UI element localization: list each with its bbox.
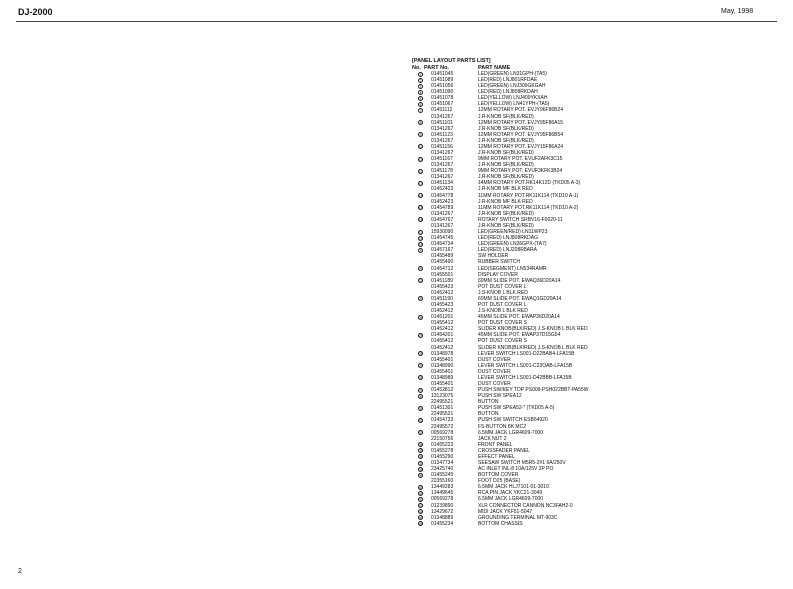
part-name: DUST COVER — [478, 380, 511, 387]
item-number-circle: 26 — [419, 352, 423, 357]
part-name: J.R-KNOB SF(BLK/RED) — [478, 174, 534, 181]
item-number-circle: 23 — [419, 297, 423, 302]
part-name: 6.5MM JACK HLJ7101-01-3010 — [478, 484, 549, 491]
part-number: 01348989 — [431, 374, 454, 381]
part-name: LED(RED) LNJ208R8ARA — [478, 247, 537, 254]
parts-list-rows — [412, 71, 672, 527]
item-number-circle: 9 — [419, 133, 422, 138]
part-number: 01451112 — [431, 107, 453, 114]
part-number: 01454712 — [431, 265, 454, 272]
part-number: 01348889 — [431, 514, 454, 521]
part-name: J.R-KNOB SF(BLK/RED) — [478, 125, 534, 132]
part-number: 01455278 — [431, 447, 454, 454]
part-name: J.R-KNOB MF BLK RED — [478, 186, 533, 193]
part-number: 22495572 — [431, 423, 454, 430]
part-name: LED(YELLOW) LNJ409YKXAH — [478, 95, 548, 102]
part-name: 14MM ROTARY POT.RK14K12D (TKD05 A-3) — [478, 180, 581, 187]
item-number-circle: 37 — [419, 461, 423, 466]
part-number: 01451189 — [431, 277, 453, 284]
item-number-circle: 22 — [419, 279, 423, 284]
part-name: LED(SEGMENT) LN534RAMR — [478, 265, 547, 272]
part-name: POT DUST COVER L — [478, 283, 527, 290]
part-name: AC INLET INL-8 10A/125V 2P PO — [478, 466, 554, 473]
part-name: POT DUST COVER S — [478, 338, 527, 345]
part-name: LED(RED) LNJ808RKDAH — [478, 89, 538, 96]
part-name: 9MM ROTARY POT. EVUF2AFK3C15 — [478, 156, 563, 163]
item-number-circle: 31 — [419, 406, 423, 411]
part-name: RUBBER SWITCH — [478, 259, 520, 266]
part-name: PUSH SW SPEA52-* (TKD05 A-5) — [478, 405, 555, 412]
item-number-circle: 11 — [419, 157, 423, 162]
part-number: 00569278 — [431, 496, 454, 503]
part-number: 01454778 — [431, 192, 454, 199]
part-number: 01348990 — [431, 362, 454, 369]
part-number: 01452423 — [431, 198, 454, 205]
part-name: 45MM SLIDE POT. EWAP36D20A14 — [478, 314, 560, 321]
item-number-circle: 27 — [419, 364, 423, 369]
part-number: 01341267 — [431, 174, 454, 181]
part-name: FRONT PANEL — [478, 441, 513, 448]
header-date: May, 1998 — [721, 8, 754, 15]
item-number-circle: 7 — [419, 109, 422, 113]
part-number: 01341267 — [431, 210, 454, 217]
item-number-circle: 8 — [419, 121, 422, 126]
part-name: 11MM ROTARY POT.RK11K114 (TKD10 A-1) — [478, 192, 579, 199]
item-number-circle: 40 — [419, 485, 423, 490]
part-name: J.S-KNOB L BLK RED — [478, 289, 528, 296]
part-name: XLR CONNECTOR CANNON NC3FAH2-0 — [478, 502, 573, 509]
part-number: 01451090 — [431, 89, 454, 96]
part-name: 12MM ROTARY POT. EVJY15F86A24 — [478, 143, 564, 150]
item-number-circle: 3 — [419, 84, 422, 89]
part-number: 01454789 — [431, 204, 454, 211]
part-number: 01451178 — [431, 168, 453, 175]
item-number-circle: 6 — [419, 102, 422, 107]
item-number-circle: 30 — [419, 394, 423, 399]
part-name: J.R-KNOB SF(BLK/RED) — [478, 210, 534, 217]
part-number: 01451301 — [431, 405, 454, 412]
part-number: 01452412 — [431, 308, 454, 315]
part-number: 01451101 — [431, 119, 453, 126]
column-header-part-name: PART NAME — [478, 65, 511, 71]
part-name: J.R-KNOB SF(BLK/RED) — [478, 137, 534, 144]
part-number: 01455401 — [431, 356, 454, 363]
part-name: BUTTON — [478, 399, 499, 406]
part-name: SEESAW SWITCH M5R5-2#1 6A/250V — [478, 460, 566, 466]
part-name: LEVER SWITCH LS001-C23OAB-LFA15B — [478, 362, 573, 369]
part-name: J.R-KNOB SF(BLK/RED) — [478, 150, 534, 157]
part-name: DISPLAY COVER — [478, 271, 518, 278]
part-number: 01454767 — [431, 216, 454, 223]
item-number — [412, 521, 431, 527]
item-number-circle: 28 — [419, 376, 423, 381]
part-number: 01455412 — [431, 320, 454, 327]
part-number: 01341267 — [431, 150, 454, 157]
part-number: 01451067 — [431, 101, 454, 108]
part-name: BUTTON — [478, 411, 499, 418]
part-name: 12MM ROTARY POT. EVJY95F86B54 — [478, 131, 564, 138]
item-number-circle: 41 — [419, 491, 423, 496]
part-number: 01452423 — [431, 186, 454, 193]
part-name: PUSH SW/KEY TOP PS009-PSH022BBT-PA55W — [478, 387, 589, 394]
item-number-circle: 18 — [419, 236, 423, 241]
item-number-circle: 5 — [419, 96, 422, 101]
part-number: 01455245 — [431, 472, 454, 479]
part-name: ROTARY SWITCH SRBV16-F0020-11 — [478, 216, 563, 223]
part-name: 9MM ROTARY POT. EVUF3KFK3B24 — [478, 168, 563, 175]
part-name: SLIDER KNOB(BLK/RED) J.S-KNOB L BLK RED — [478, 326, 588, 333]
item-number-circle: 43 — [419, 504, 423, 509]
part-number: 01451134 — [431, 180, 453, 187]
item-number-circle: 36 — [419, 455, 423, 460]
part-number: 13449283 — [431, 484, 454, 491]
part-name: LED(YELLOW) LN41YPH-(TA5) — [478, 101, 550, 108]
part-name: BOTTOM CHASSIS — [478, 520, 523, 527]
part-number: 01451123 — [431, 131, 453, 138]
item-number-circle: 33 — [419, 431, 423, 436]
part-name: SW HOLDER — [478, 253, 509, 260]
item-number-circle: 46 — [419, 522, 423, 527]
part-number: 01341267 — [431, 113, 454, 120]
part-number: 01452412 — [431, 289, 454, 296]
part-name: POT DUST COVER S — [478, 320, 527, 327]
part-number: 01341267 — [431, 137, 454, 144]
part-name: SLIDER KNOB(BLK/RED) J.S-KNOB L BLK RED — [478, 344, 588, 351]
part-name: LEVER SWITCH LS001-D22BAB4-LFA15B — [478, 350, 575, 357]
part-number: 01455412 — [431, 338, 454, 345]
part-name: LED(GREEN) LN31GPH-(TA5) — [478, 71, 547, 77]
part-name: FOOT D25 (BASE) — [478, 478, 521, 485]
part-number: 01455490 — [431, 259, 454, 266]
item-number-circle: 39 — [419, 473, 423, 478]
item-number-circle: 25 — [419, 333, 423, 338]
part-number: 01451201 — [431, 314, 454, 321]
part-name: CROSSFADER PANEL — [478, 447, 530, 454]
item-number-circle: 45 — [419, 516, 423, 521]
part-number: 01454723 — [431, 417, 454, 424]
column-header-part-no: PART No. — [424, 65, 449, 71]
part-number: 22355160 — [431, 478, 454, 485]
part-number: 01451089 — [431, 77, 454, 84]
part-name: DUST COVER — [478, 368, 511, 375]
parts-list-table — [412, 58, 672, 527]
part-number: 01455489 — [431, 253, 454, 260]
header-rule — [16, 21, 777, 22]
part-number: 23425740 — [431, 466, 454, 473]
part-number: 01341267 — [431, 125, 454, 132]
part-number: 01341267 — [431, 162, 454, 169]
part-name: JACK NUT 2 — [478, 435, 507, 442]
part-number: 13123075 — [431, 393, 454, 400]
part-name: GROUNDING TERMINAL MT-903C — [478, 514, 558, 521]
part-number: 01452412 — [431, 326, 454, 333]
item-number-circle: 35 — [419, 449, 423, 454]
item-number-circle: 44 — [419, 510, 423, 515]
part-name: 11MM ROTARY POT.RK11K114 (TKD10 A-2) — [478, 204, 579, 211]
part-name: 12MM ROTARY POT. EVJY96F86B24 — [478, 107, 564, 114]
item-number-circle: 1 — [419, 72, 422, 77]
item-number-circle: 38 — [419, 467, 423, 472]
item-number-circle: 20 — [419, 248, 423, 253]
part-number: 01455501 — [431, 271, 454, 278]
item-number-circle: 21 — [419, 267, 423, 272]
part-name: BOTTOM COVER — [478, 472, 519, 479]
part-number: 15930090 — [431, 229, 454, 236]
part-name: J.S-KNOB L BLK RED — [478, 308, 528, 315]
part-name: LED(GREEN) LN36GPX-(TA7) — [478, 241, 547, 248]
part-name: J.R-KNOB SF(BLK/RED) — [478, 162, 534, 169]
part-number: 01455401 — [431, 368, 454, 375]
part-number: 01454201 — [431, 332, 454, 339]
part-number: 01455401 — [431, 380, 454, 387]
item-number-circle: 34 — [419, 443, 423, 448]
part-number: 13429672 — [431, 508, 454, 515]
part-number: 01455234 — [431, 520, 454, 527]
part-name: LED(GREEN/RED) LN11WP23 — [478, 229, 548, 236]
part-number: 01454734 — [431, 241, 454, 248]
part-name: DUST COVER — [478, 356, 511, 363]
part-number: 22495521 — [431, 411, 454, 418]
part-name: PUSH SW SPEA12 — [478, 393, 522, 400]
item-number-circle: 17 — [419, 230, 423, 235]
item-number-circle: 2 — [419, 78, 422, 83]
item-number-circle: 19 — [419, 242, 423, 247]
part-number: 01341267 — [431, 222, 454, 229]
part-number: 22150756 — [431, 435, 454, 442]
part-name: 12MM ROTARY POT. EVJY95F86A15 — [478, 119, 564, 126]
part-name: 6.5MM JACK LGR4609-7000 — [478, 496, 544, 503]
part-name: 6.5MM JACK LGR4609-7000 — [478, 429, 544, 436]
part-number: 01239890 — [431, 502, 454, 509]
item-number-circle: 12 — [419, 169, 423, 174]
item-number-circle: 29 — [419, 388, 423, 393]
item-number-circle: 14 — [419, 194, 423, 199]
part-number: 01451078 — [431, 95, 454, 102]
part-number: 01451156 — [431, 143, 453, 150]
part-number: 01451045 — [431, 71, 454, 77]
part-number: 01457167 — [431, 247, 454, 254]
parts-list-title: [PANEL LAYOUT PARTS LIST] — [412, 58, 491, 64]
part-name: RCA PIN JACK YKC21-3049 — [478, 490, 543, 497]
part-name: 60MM SLIDE POT. EWAQ36D20A14 — [478, 277, 561, 284]
part-name: 45MM SLIDE POT. EWAP37D15G54 — [478, 332, 561, 339]
item-number-circle: 4 — [419, 90, 422, 95]
part-number: 01454745 — [431, 235, 454, 242]
part-number: 01452412 — [431, 344, 454, 351]
part-name: EFFECT PANEL — [478, 453, 515, 460]
part-name: J.R-KNOB MF BLK RED — [478, 198, 533, 205]
part-number: 13449645 — [431, 490, 454, 497]
column-header-no: No. — [412, 65, 421, 71]
item-number-circle: 15 — [419, 206, 423, 211]
part-number: 01455290 — [431, 453, 454, 460]
part-number: 01455223 — [431, 441, 454, 448]
part-number: 01455423 — [431, 301, 454, 308]
part-name: MIDI JACK YKF51-5047 — [478, 508, 533, 515]
item-number-circle: 32 — [419, 418, 423, 423]
part-name: POT DUST COVER L — [478, 301, 527, 308]
part-name: J.R-KNOB SF(BLK/RED) — [478, 113, 534, 120]
part-number: 01451190 — [431, 295, 453, 302]
part-number: 01452812 — [431, 387, 454, 394]
item-number-circle: 24 — [419, 315, 423, 320]
page-number: 2 — [18, 568, 22, 575]
part-name: LEVER SWITCH LS001-D42BBB-LFA15B — [478, 374, 572, 381]
part-number: 01451056 — [431, 83, 454, 90]
item-number-circle: 16 — [419, 218, 423, 223]
part-number: 00569278 — [431, 429, 454, 436]
item-number-circle: 42 — [419, 498, 423, 502]
part-name: LED(RED) LNJ801RFDAE — [478, 77, 538, 84]
part-name: J.R-KNOB SF(BLK/RED) — [478, 222, 534, 229]
part-name: PUSH SW SWITCH ESB64920 — [478, 417, 548, 424]
part-name: LED(GREEN) LNJ309GKGAH — [478, 83, 546, 90]
part-name: LED(RED) LNJ808RKDAG — [478, 235, 539, 242]
part-number: 01348978 — [431, 350, 454, 357]
part-number: 01451167 — [431, 156, 453, 163]
part-number: 22495521 — [431, 399, 454, 406]
part-number: 01455423 — [431, 283, 454, 290]
part-number: 01347734 — [431, 460, 454, 466]
item-number-circle: 10 — [419, 145, 423, 150]
header-model: DJ-2000 — [18, 7, 53, 17]
part-name: FS-BUTTON 8K MC2 — [478, 423, 526, 430]
part-name: 60MM SLIDE POT. EWAQ1GD20A14 — [478, 295, 562, 302]
table-row — [412, 521, 672, 527]
item-number-circle: 13 — [419, 181, 423, 186]
